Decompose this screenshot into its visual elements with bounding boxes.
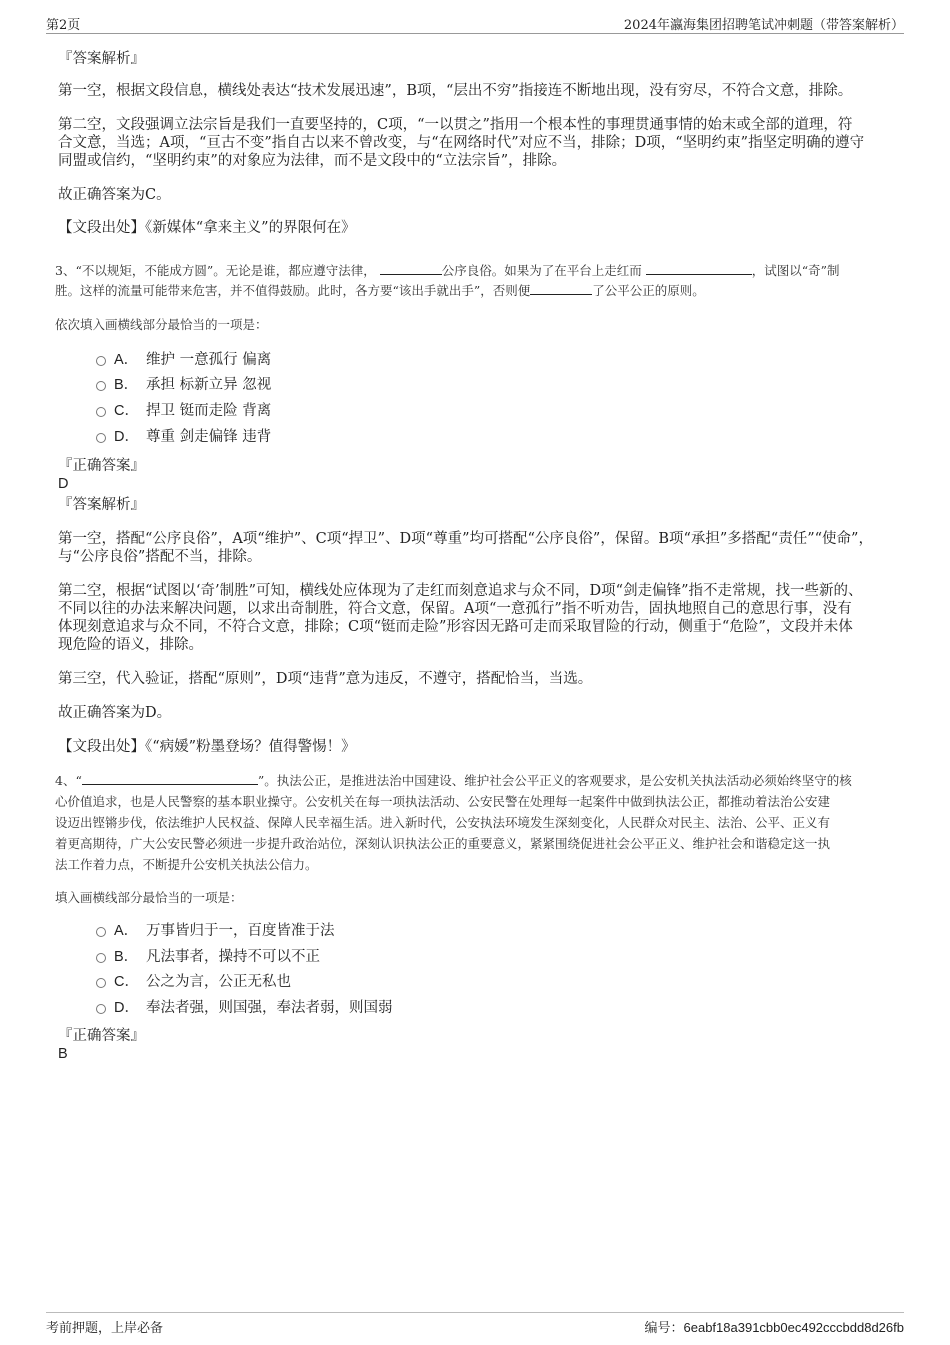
question-prompt: 填入画横线部分最恰当的一项是： [55, 890, 243, 905]
option-b[interactable]: B． 承担 标新立异 忽视 [96, 376, 271, 394]
document-code: 编号：6eabf18a391cbb0ec492cccbdd8d26fb [644, 1320, 904, 1336]
page-footer [46, 1312, 904, 1334]
radio-button[interactable] [96, 433, 106, 443]
answer-value: D [58, 476, 69, 492]
analysis-heading: 『答案解析』 [58, 497, 145, 513]
question-stem-line: 心价值追求，也是人民警察的基本职业操守。公安机关在每一项执法活动、公安民警在处理每一起案件中做到执法公正，都推动着法治公安建 [55, 794, 831, 809]
answer-label: 『正确答案』 [58, 1028, 145, 1044]
option-b[interactable]: B． 凡法事者，操持不可以不正 [96, 948, 320, 966]
analysis-line: 不同以往的办法来解决问题，以求出奇制胜，符合文意，保留。A项“一意孤行”指不听劝告，固执地照自己的意思行事，没有 [58, 601, 852, 617]
radio-button[interactable] [96, 381, 106, 391]
correct-answer-statement: 故正确答案为C。 [58, 187, 171, 203]
analysis-line: 第二空，根据“试图以‘奇’制胜”可知，横线处应体现为了走红而刻意追求与众不同，D项“剑走偏锋”指不走常规，找一些新的、 [58, 583, 863, 599]
answer-label: 『正确答案』 [58, 458, 145, 474]
blank-line [530, 282, 592, 295]
radio-button[interactable] [96, 978, 106, 988]
question-stem: 3、“不以规矩，不能成方圆”。无论是谁，都应遵守法律， 公序良俗。如果为了在平台上走红而 ，试图以“奇”制 [55, 263, 840, 278]
question-stem: 4、“ ”。执法公正，是推进法治中国建设、维护社会公平正义的客观要求，是公安机关执法活动必须始终坚守的核 [55, 773, 852, 788]
question-stem-line: 胜。这样的流量可能带来危害，并不值得鼓励。此时，各方要“该出手就出手”，否则便 了公平公正的原则。 [55, 283, 705, 298]
document-title: 2024年瀛海集团招聘笔试冲刺题（带答案解析） [623, 18, 904, 33]
radio-button[interactable] [96, 356, 106, 366]
option-c[interactable]: C． 公之为言，公正无私也 [96, 973, 291, 991]
passage-source: 【文段出处】《新媒体“拿来主义”的界限何在》 [58, 220, 356, 236]
question-prompt: 依次填入画横线部分最恰当的一项是： [55, 317, 268, 332]
question-stem-line: 设迈出铿锵步伐，依法维护人民权益、保障人民幸福生活。进入新时代，公安执法环境发生深刻变化，人民群众对民主、法治、公平、正义有 [55, 815, 831, 830]
blank-line [646, 262, 752, 275]
question-stem-line: 法工作着力点，不断提升公安机关执法公信力。 [55, 857, 318, 872]
radio-button[interactable] [96, 407, 106, 417]
option-a[interactable]: A． 万事皆归于一，百度皆准于法 [96, 922, 335, 940]
analysis-paragraph: 第一空，根据文段信息，横线处表达“技术发展迅速”，B项，“层出不穷”指接连不断地出现，没有穷尽，不符合文意，排除。 [58, 83, 853, 99]
analysis-line: 合文意，当选；A项，“亘古不变”指自古以来不曾改变，与“在网络时代”对应不当，排除；D项，“坚明约束”指坚定明确的遵守 [58, 135, 865, 151]
option-c[interactable]: C． 捍卫 铤而走险 背离 [96, 402, 271, 420]
option-a[interactable]: A． 维护 一意孤行 偏离 [96, 351, 271, 369]
option-d[interactable]: D． 尊重 剑走偏锋 违背 [96, 428, 271, 446]
analysis-line: 体现刻意追求与众不同，不符合文意，排除；C项“铤而走险”形容因无路可走而采取冒险的行动，侧重于“危险”，文段并未体 [58, 619, 853, 635]
blank-line [82, 772, 258, 785]
correct-answer-statement: 故正确答案为D。 [58, 705, 172, 721]
passage-source: 【文段出处】《“病媛”粉墨登场？值得警惕！》 [58, 739, 356, 755]
radio-button[interactable] [96, 953, 106, 963]
analysis-line: 同盟或信约，“坚明约束”的对象应为法律，而不是文段中的“立法宗旨”，排除。 [58, 153, 567, 169]
analysis-heading: 『答案解析』 [58, 51, 145, 67]
analysis-paragraph: 第三空，代入验证，搭配“原则”，D项“违背”意为违反，不遵守，搭配恰当，当选。 [58, 671, 593, 687]
analysis-line: 与“公序良俗”搭配不当，排除。 [58, 549, 262, 565]
analysis-line: 第一空，搭配“公序良俗”，A项“维护”、C项“捍卫”、D项“尊重”均可搭配“公序良俗”，保留。B项“承担”多搭配“责任”“使命”， [58, 531, 873, 547]
page-number: 第2页 [46, 18, 81, 33]
radio-button[interactable] [96, 1004, 106, 1014]
analysis-line: 现危险的语义，排除。 [58, 637, 203, 653]
page-header [46, 14, 904, 34]
answer-value: B [58, 1046, 68, 1062]
footer-slogan: 考前押题，上岸必备 [46, 1321, 164, 1336]
analysis-line: 第二空，文段强调立法宗旨是我们一直要坚持的，C项，“一以贯之”指用一个根本性的事理贯通事情的始末或全部的道理，符 [58, 117, 853, 133]
option-d[interactable]: D． 奉法者强，则国强，奉法者弱，则国弱 [96, 999, 393, 1017]
blank-line [380, 262, 442, 275]
radio-button[interactable] [96, 927, 106, 937]
question-stem-line: 着更高期待，广大公安民警必须进一步提升政治站位，深刻认识执法公正的重要意义，紧紧围绕促进社会公平正义、维护社会和谐稳定这一执 [55, 836, 831, 851]
